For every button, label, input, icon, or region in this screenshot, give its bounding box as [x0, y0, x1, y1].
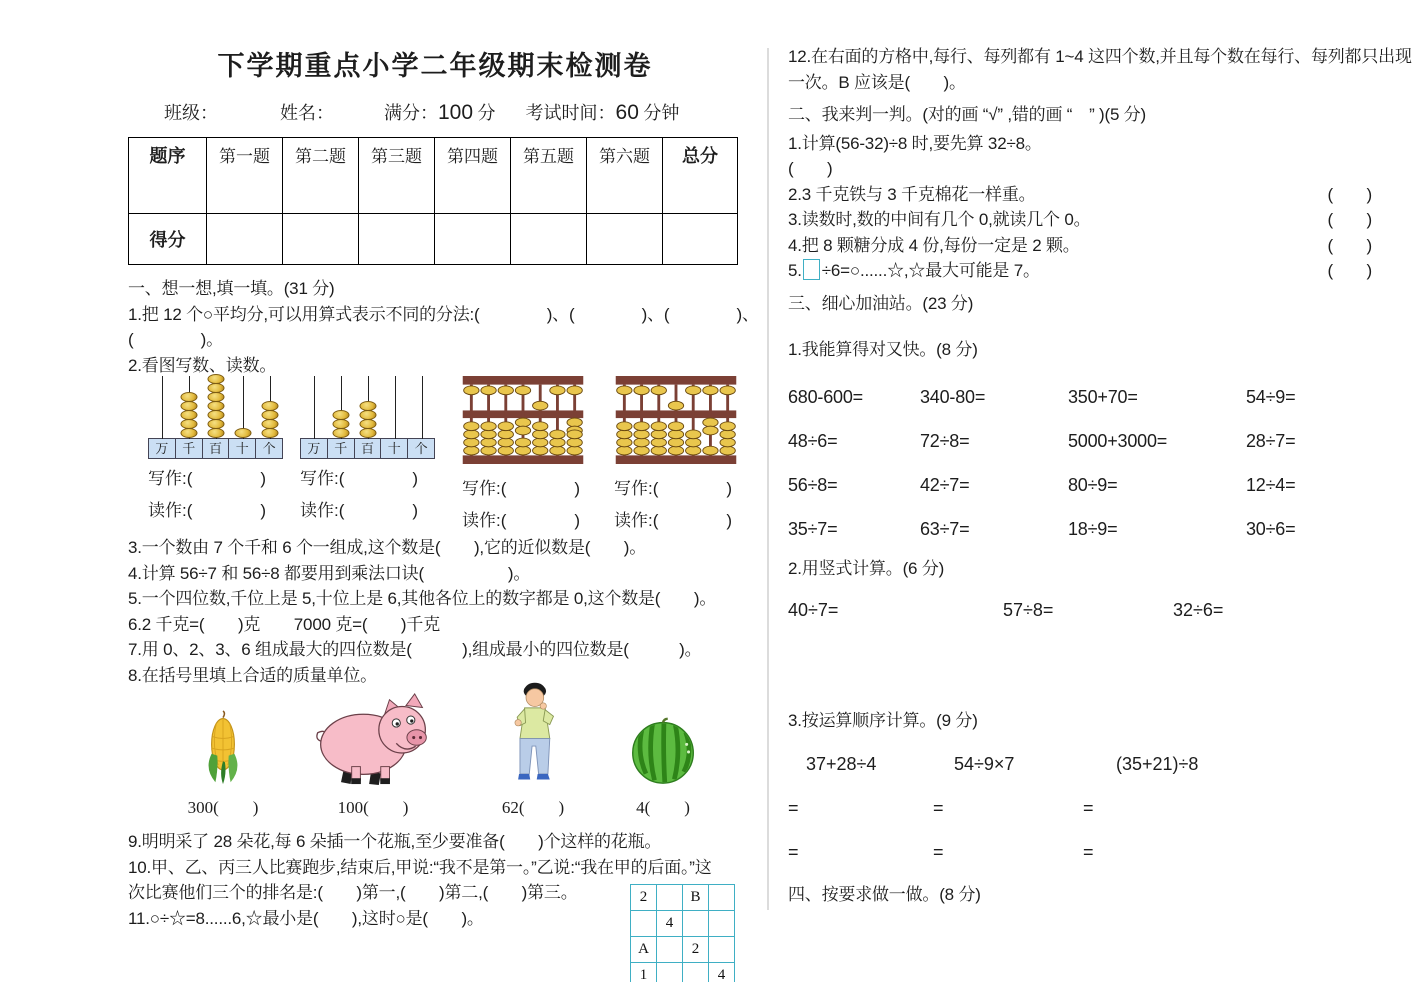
- write-as-label: 写作:( ): [148, 469, 267, 488]
- math-problem: 42÷7=: [920, 474, 970, 495]
- equals-row: [788, 840, 1392, 865]
- corn-icon: [202, 710, 244, 791]
- abacus-figure-1: [148, 376, 288, 523]
- math-problem: 32÷6=: [1173, 600, 1224, 620]
- judge-question-3: [788, 207, 1392, 233]
- grid-cell: 2: [631, 885, 657, 911]
- section-two-heading: 二、我来判一判。(对的画 “√” ,错的画 “ ” )(5 分): [788, 105, 1147, 124]
- math-problem: 54÷9×7: [954, 753, 1015, 774]
- class-label: 班级：: [164, 103, 218, 123]
- judge-answer-blank: ( ): [1327, 261, 1372, 280]
- column-divider: [767, 48, 769, 910]
- place-label: 十: [229, 439, 256, 458]
- write-as-label: 写作:( ): [462, 479, 581, 498]
- score-table: [128, 137, 738, 265]
- place-value-labels: [300, 438, 435, 459]
- exam-title: 下学期重点小学二年级期末检测卷: [217, 51, 653, 81]
- section-one-heading: 一、想一想,填一填。(31 分): [128, 279, 335, 298]
- pig-icon: [314, 691, 432, 791]
- question-11: 11.○÷☆=8......6,☆最小是( ),这时○是( )。: [128, 908, 484, 928]
- grid-cell: [709, 937, 735, 963]
- read-as-label: 读作:( ): [300, 501, 419, 520]
- score-cell-empty: [283, 214, 359, 265]
- math-problem: 28÷7=: [1246, 430, 1296, 451]
- abacus-figure-2: [300, 376, 440, 523]
- question-10-line-1: 10.甲、乙、丙三人比赛跑步,结束后,甲说:“我不是第一。”乙说:“我在甲的后面。”这: [128, 857, 712, 877]
- math-problem: 35÷7=: [788, 518, 838, 539]
- suanpan-abacus-icon: [614, 451, 738, 468]
- question-1-line-2: ( )。: [128, 330, 223, 349]
- number-grid: [630, 884, 735, 982]
- score-table-col-2: 第二题: [283, 138, 359, 214]
- man-figure: [473, 680, 593, 818]
- place-label: 个: [262, 441, 276, 456]
- write-as-label: 写作:( ): [614, 479, 733, 498]
- question-7: 7.用 0、2、3、6 组成最大的四位数是( ),组成最小的四位数是( )。: [128, 640, 702, 659]
- score-table-col-order: 题序: [129, 138, 207, 214]
- math-problem: 48÷6=: [788, 430, 838, 451]
- math-problem: 80÷9=: [1068, 474, 1118, 495]
- judge-question-1-answer: ( ): [788, 159, 833, 178]
- suanpan-abacus-icon: [462, 451, 584, 468]
- math-problem: 63÷7=: [920, 518, 970, 539]
- watermelon-icon: [628, 716, 698, 791]
- judge-question-1: 1.计算(56-32)÷8 时,要先算 32÷8。: [788, 133, 1042, 153]
- place-label: 百: [203, 439, 230, 458]
- question-12-line-2: 一次。B 应该是( )。: [788, 72, 966, 92]
- abacus-figure-3: [462, 376, 586, 533]
- man-weight-label: 62( ): [501, 798, 565, 817]
- judge-answer-blank: ( ): [1327, 184, 1372, 204]
- read-as-label: 读作:( ): [614, 511, 733, 530]
- exam-time-label: 考试时间：60 分钟: [525, 101, 680, 124]
- math-problem: 340-80=: [920, 386, 986, 407]
- watermelon-figure: [603, 716, 723, 818]
- score-cell-empty: [663, 214, 738, 265]
- score-cell-empty: [435, 214, 511, 265]
- watermelon-weight-label: 4( ): [636, 798, 690, 817]
- grid-cell: [709, 885, 735, 911]
- grid-cell: 4: [709, 963, 735, 982]
- score-table-col-6: 第六题: [587, 138, 663, 214]
- grid-cell: [657, 963, 683, 982]
- question-9: 9.明明采了 28 朵花,每 6 朵插一个花瓶,至少要准备( )个这样的花瓶。: [128, 832, 662, 851]
- grid-cell: 1: [631, 963, 657, 982]
- place-label: 万: [149, 439, 176, 458]
- section-three-heading: 三、细心加油站。(23 分): [788, 293, 974, 313]
- grid-cell: [683, 911, 709, 937]
- math-problem: 680-600=: [788, 386, 863, 407]
- math-problem: 56÷8=: [788, 474, 838, 495]
- place-label: 千: [328, 439, 355, 458]
- math-problem: 54÷9=: [1246, 386, 1296, 407]
- equals-sign: =: [933, 797, 944, 818]
- place-value-labels: [148, 438, 283, 459]
- judge-text: 2.3 千克铁与 3 千克棉花一样重。: [788, 184, 1036, 204]
- full-score-label: 满分：100 分: [384, 101, 496, 124]
- question-8: 8.在括号里填上合适的质量单位。: [128, 665, 377, 685]
- question-4: 4.计算 56÷7 和 56÷8 都要用到乘法口诀( )。: [128, 563, 531, 583]
- rod-abacus-icon: [148, 376, 283, 459]
- place-label: 千: [176, 439, 203, 458]
- math-problem: 40÷7=: [788, 600, 839, 620]
- question-10-line-2: 次比赛他们三个的排名是:( )第一,( )第二,( )第三。: [128, 883, 578, 902]
- answer-box-icon: [803, 259, 820, 280]
- math-problem: 12÷4=: [1246, 474, 1296, 495]
- grid-cell: [683, 963, 709, 982]
- left-column: [128, 44, 759, 931]
- vertical-calc-row: [788, 598, 1392, 623]
- score-table-col-4: 第四题: [435, 138, 511, 214]
- judge-question-2: [788, 182, 1392, 208]
- mental-math-grid: [788, 375, 1392, 551]
- abacus-figure-4: [614, 376, 740, 533]
- judge-question-5: [788, 258, 1392, 284]
- judge-answer-blank: ( ): [1327, 235, 1372, 255]
- question-3: 3.一个数由 7 个千和 6 个一组成,这个数是( ),它的近似数是( )。: [128, 538, 647, 557]
- score-cell-empty: [587, 214, 663, 265]
- read-as-label: 读作:( ): [148, 501, 267, 520]
- right-column: [788, 44, 1412, 907]
- grid-cell: [631, 911, 657, 937]
- exam-info-row: [164, 99, 742, 125]
- math-problem: 18÷9=: [1068, 518, 1118, 539]
- judge-text: 4.把 8 颗糖分成 4 份,每份一定是 2 颗。: [788, 235, 1080, 255]
- rod-abacus-icon: [300, 376, 435, 459]
- weight-pictures-row: [128, 690, 742, 818]
- equals-sign: =: [933, 841, 944, 862]
- score-table-col-total: 总分: [663, 138, 738, 214]
- grid-cell: B: [683, 885, 709, 911]
- pig-weight-label: 100( ): [337, 798, 409, 817]
- score-cell-empty: [207, 214, 283, 265]
- equals-sign: =: [788, 841, 799, 862]
- math-problem: 350+70=: [1068, 386, 1138, 407]
- order-calc-row: [788, 752, 1392, 777]
- section-four-heading: 四、按要求做一做。(8 分): [788, 884, 981, 904]
- place-label: 十: [381, 439, 408, 458]
- write-as-label: 写作:( ): [300, 469, 419, 488]
- judge-text: 3.读数时,数的中间有几个 0,就读几个 0。: [788, 210, 1091, 229]
- question-6: 6.2 千克=( )克 7000 克=( )千克: [128, 614, 440, 634]
- equals-sign: =: [1083, 841, 1094, 862]
- question-5: 5.一个四位数,千位上是 5,十位上是 6,其他各位上的数字都是 0,这个数是( )。: [128, 589, 717, 608]
- question-2: 2.看图写数、读数。: [128, 355, 277, 375]
- grid-cell: A: [631, 937, 657, 963]
- place-label: 百: [355, 439, 382, 458]
- math-problem: 5000+3000=: [1068, 430, 1168, 451]
- judge-question-4: [788, 233, 1392, 259]
- grid-cell: [657, 937, 683, 963]
- math-problem: 30÷6=: [1246, 518, 1296, 539]
- question-1-line-1: 1.把 12 个○平均分,可以用算式表示不同的分法:( )、( )、( )、: [128, 304, 759, 324]
- name-label: 姓名：: [280, 103, 334, 123]
- equals-sign: =: [788, 797, 799, 818]
- equals-sign: =: [1083, 797, 1094, 818]
- score-table-col-1: 第一题: [207, 138, 283, 214]
- grid-cell: 2: [683, 937, 709, 963]
- judge-answer-blank: ( ): [1327, 210, 1372, 229]
- corn-figure: [168, 710, 278, 818]
- order-calc-heading: 3.按运算顺序计算。(9 分): [788, 711, 978, 730]
- math-problem: 37+28÷4: [806, 753, 877, 774]
- abacus-figures-row: [128, 376, 742, 533]
- mental-math-heading: 1.我能算得对又快。(8 分): [788, 340, 978, 359]
- pig-figure: [298, 691, 448, 818]
- score-table-col-3: 第三题: [359, 138, 435, 214]
- place-label: 个: [414, 441, 428, 456]
- math-problem: 72÷8=: [920, 430, 970, 451]
- corn-weight-label: 300( ): [187, 798, 259, 817]
- grid-cell: [657, 885, 683, 911]
- judge-text: 5. ÷6=○......☆,☆最大可能是 7。: [788, 261, 1040, 280]
- grid-cell: [709, 911, 735, 937]
- score-table-col-5: 第五题: [511, 138, 587, 214]
- man-icon: [506, 680, 560, 791]
- read-as-label: 读作:( ): [462, 511, 581, 530]
- score-row-label: 得分: [129, 214, 207, 265]
- score-cell-empty: [359, 214, 435, 265]
- math-problem: (35+21)÷8: [1116, 753, 1199, 774]
- place-label: 万: [301, 439, 328, 458]
- question-12-line-1: 12.在右面的方格中,每行、每列都有 1~4 这四个数,并且每个数在每行、每列都只出现: [788, 47, 1412, 66]
- score-cell-empty: [511, 214, 587, 265]
- vertical-calc-heading: 2.用竖式计算。(6 分): [788, 558, 945, 578]
- grid-cell: 4: [657, 911, 683, 937]
- equals-row: [788, 796, 1392, 821]
- math-problem: 57÷8=: [1003, 600, 1054, 620]
